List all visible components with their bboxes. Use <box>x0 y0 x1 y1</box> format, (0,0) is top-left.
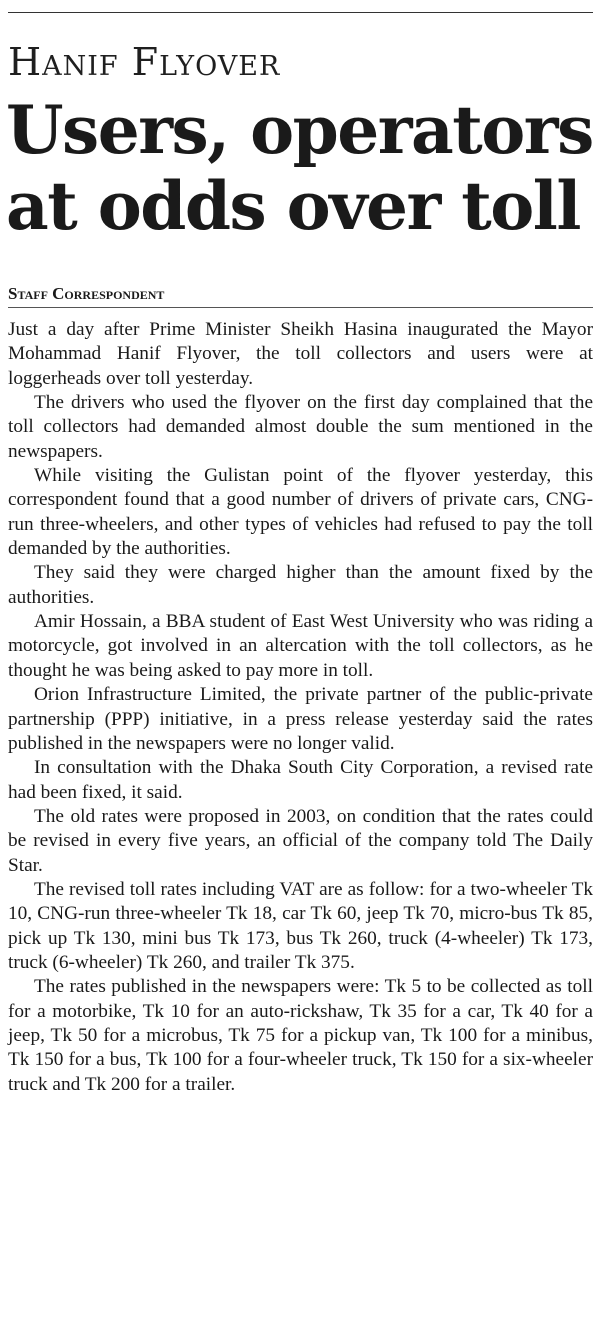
headline-line: at odds over toll <box>6 167 580 245</box>
paragraph: The rates published in the newspapers were: Tk 5 to be collected as toll for a motorbike, Tk 10 for an auto-rickshaw, Tk 35 for a car, Tk 40 for a jeep, Tk 50 for a microbus, Tk 75 for a pickup van, Tk 100 for a minibus, Tk 150 for a bus, Tk 100 for a four-wheeler truck, Tk 150 for a six-wheeler truck and Tk 200 for a trailer. <box>8 976 593 1095</box>
top-rule <box>8 12 593 13</box>
paragraph: While visiting the Gulistan point of the flyover yesterday, this correspondent found that a good number of drivers of private cars, CNG-run three-wheelers, and other types of vehicles had refused to pay the toll demanded by the authorities. <box>8 465 593 560</box>
headline <box>6 92 601 244</box>
paragraph: The drivers who used the flyover on the first day complained that the toll collectors had demanded almost double the sum mentioned in the newspapers. <box>8 392 593 462</box>
paragraph: Amir Hossain, a BBA student of East West University who was riding a motorcycle, got involved in an altercation with the toll collectors, as he thought he was being asked to pay more in toll. <box>8 611 593 681</box>
byline: Staff Correspondent <box>8 284 165 303</box>
paragraph: Just a day after Prime Minister Sheikh Hasina inaugurated the Mayor Mohammad Hanif Flyover, the toll collectors and users were at loggerheads over toll yesterday. <box>8 319 593 389</box>
paragraph: The old rates were proposed in 2003, on condition that the rates could be revised in every five years, an official of the company told The Daily Star. <box>8 805 593 876</box>
byline-rule <box>8 307 593 308</box>
paragraph: Orion Infrastructure Limited, the private partner of the public-private partnership (PPP) initiative, in a press release yesterday said the rates published in the newspapers were no longer valid. <box>8 684 593 754</box>
article-body <box>8 318 593 1097</box>
headline-line: Users, operators <box>6 91 593 169</box>
kicker: Hanif Flyover <box>8 40 281 84</box>
paragraph: They said they were charged higher than the amount fixed by the authorities. <box>8 562 593 608</box>
paragraph: In consultation with the Dhaka South City Corporation, a revised rate had been fixed, it said. <box>8 757 593 803</box>
paragraph: The revised toll rates including VAT are as follow: for a two-wheeler Tk 10, CNG-run three-wheeler Tk 18, car Tk 60, jeep Tk 70, micro-bus Tk 85, pick up Tk 130, mini bus Tk 173, bus Tk 260, truck (4-wheeler) Tk 173, truck (6-wheeler) Tk 260, and trailer Tk 375. <box>8 878 593 973</box>
